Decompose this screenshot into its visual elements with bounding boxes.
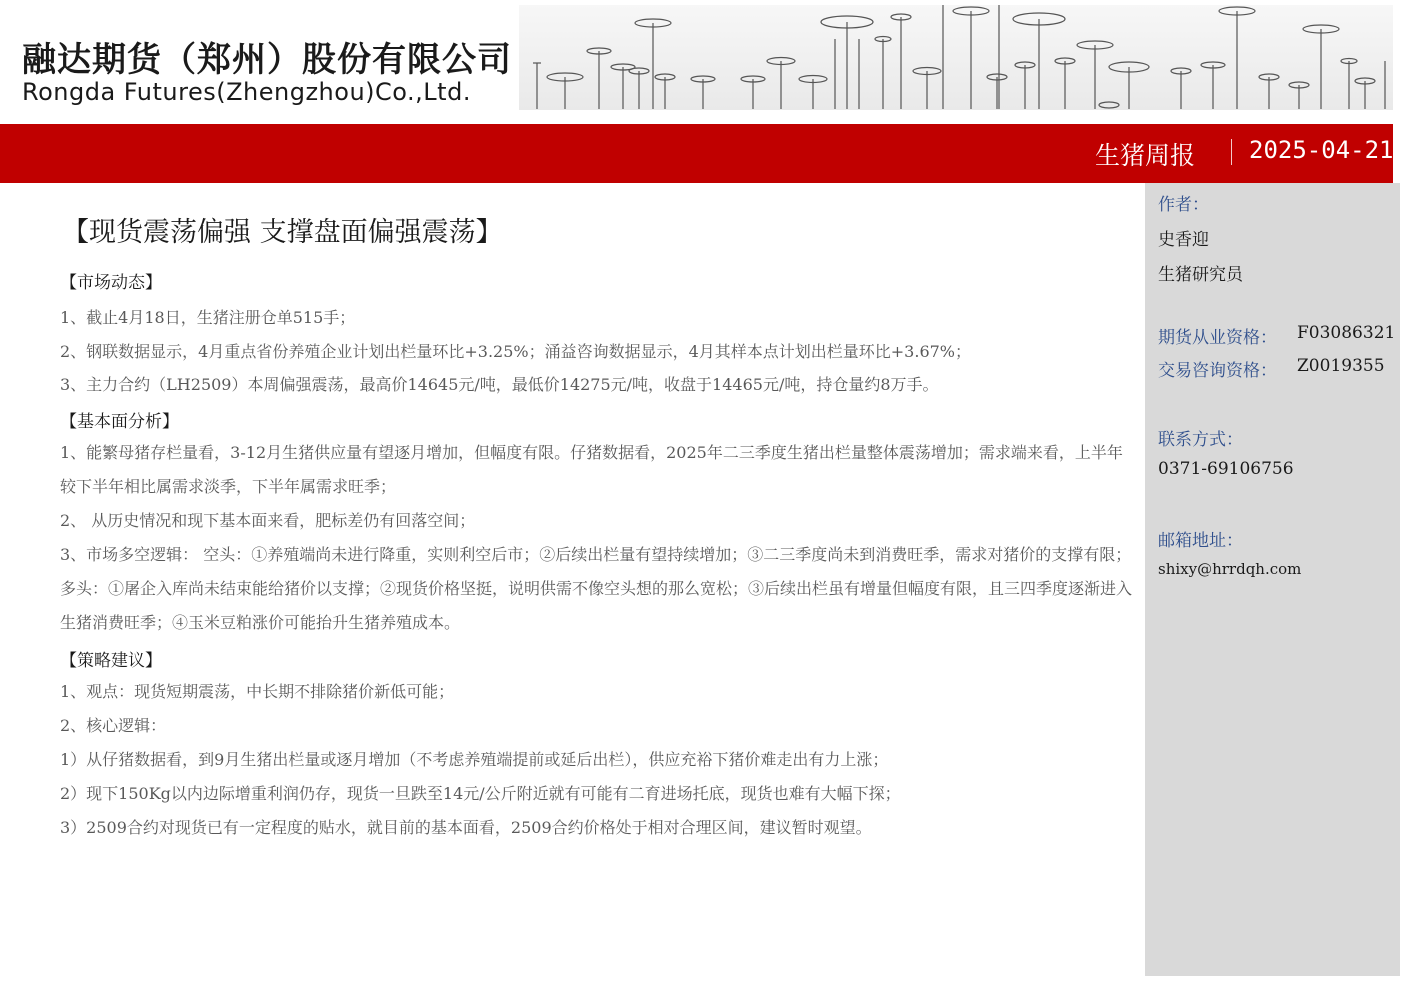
- futures-qualification-number: F03086321: [1297, 323, 1396, 343]
- header-decoration-image: [519, 5, 1393, 110]
- section-title-market: 【市场动态】: [60, 273, 162, 293]
- company-name-cn: 融达期货（郑州）股份有限公司: [22, 40, 512, 80]
- fundamentals-item-3: 3、市场多空逻辑： 空头：①养殖端尚未进行降重，实则利空后市；②后续出栏量有望持续增加；③二三季度尚未到消费旺季，需求对猪价的支撑有限；多头：①屠企入库尚未结束能给猪价以支撑；②现货价格坚挺，说明供需不像空头想的那么宽松；③后续出栏虽有增量但幅度有限，且三四季度逐渐进入生猪消费旺季；④玉米豆粕涨价可能抬升生猪养殖成本。: [60, 545, 1133, 632]
- strategy-item-4: 2）现下150Kg以内边际增重利润仍存，现货一旦跌至14元/公斤附近就有可能有二育进场托底，现货也难有大幅下探；: [60, 784, 901, 803]
- strategy-item-3: 1）从仔猪数据看，到9月生猪出栏量或逐月增加（不考虑养殖端提前或延后出栏），供应充裕下猪价难走出有力上涨；: [60, 750, 889, 769]
- email-address[interactable]: shixy@hrrdqh.com: [1158, 560, 1302, 578]
- company-name-en: Rongda Futures(Zhengzhou)Co.,Ltd.: [22, 78, 471, 106]
- section-title-strategy: 【策略建议】: [60, 651, 162, 671]
- contact-label: 联系方式：: [1158, 430, 1243, 450]
- fundamentals-item-1: 1、能繁母猪存栏量看，3-12月生猪供应量有望逐月增加，但幅度有限。仔猪数据看，2025年二三季度生猪出栏量整体震荡增加；需求端来看，上半年较下半年相比属需求淡季，下半年属需求旺季；: [60, 443, 1123, 496]
- strategy-item-5: 3）2509合约对现货已有一定程度的贴水，就目前的基本面看，2509合约价格处于相对合理区间，建议暂时观望。: [60, 818, 872, 837]
- report-type: 生猪周报: [1095, 141, 1196, 170]
- author-sidebar: [1145, 183, 1400, 976]
- email-label: 邮箱地址：: [1158, 531, 1243, 551]
- fundamentals-item-2: 2、 从历史情况和现下基本面来看，肥标差仍有回落空间；: [60, 511, 476, 530]
- advisory-qualification-number: Z0019355: [1297, 356, 1385, 376]
- futures-qualification-label: 期货从业资格：: [1158, 328, 1277, 348]
- contact-phone: 0371-69106756: [1158, 459, 1294, 479]
- market-item-2: 2、钢联数据显示，4月重点省份养殖企业计划出栏量环比+3.25%；涌益咨询数据显示，4月其样本点计划出栏量环比+3.67%；: [60, 342, 972, 361]
- section-title-fundamentals: 【基本面分析】: [60, 412, 179, 432]
- report-headline: 【现货震荡偏强 支撑盘面偏强震荡】: [62, 217, 503, 248]
- strategy-item-1: 1、观点：现货短期震荡，中长期不排除猪价新低可能；: [60, 682, 455, 701]
- market-item-1: 1、截止4月18日，生猪注册仓单515手；: [60, 308, 356, 327]
- band-divider: [1231, 139, 1232, 165]
- report-date: 2025-04-21: [1249, 136, 1394, 164]
- author-label: 作者：: [1158, 195, 1209, 215]
- author-name: 史香迎: [1158, 230, 1209, 250]
- advisory-qualification-label: 交易咨询资格：: [1158, 361, 1277, 381]
- strategy-item-2: 2、核心逻辑：: [60, 716, 167, 735]
- market-item-3: 3、主力合约（LH2509）本周偏强震荡，最高价14645元/吨，最低价14275元/吨，收盘于14465元/吨，持仓量约8万手。: [60, 375, 939, 394]
- author-title: 生猪研究员: [1158, 265, 1243, 285]
